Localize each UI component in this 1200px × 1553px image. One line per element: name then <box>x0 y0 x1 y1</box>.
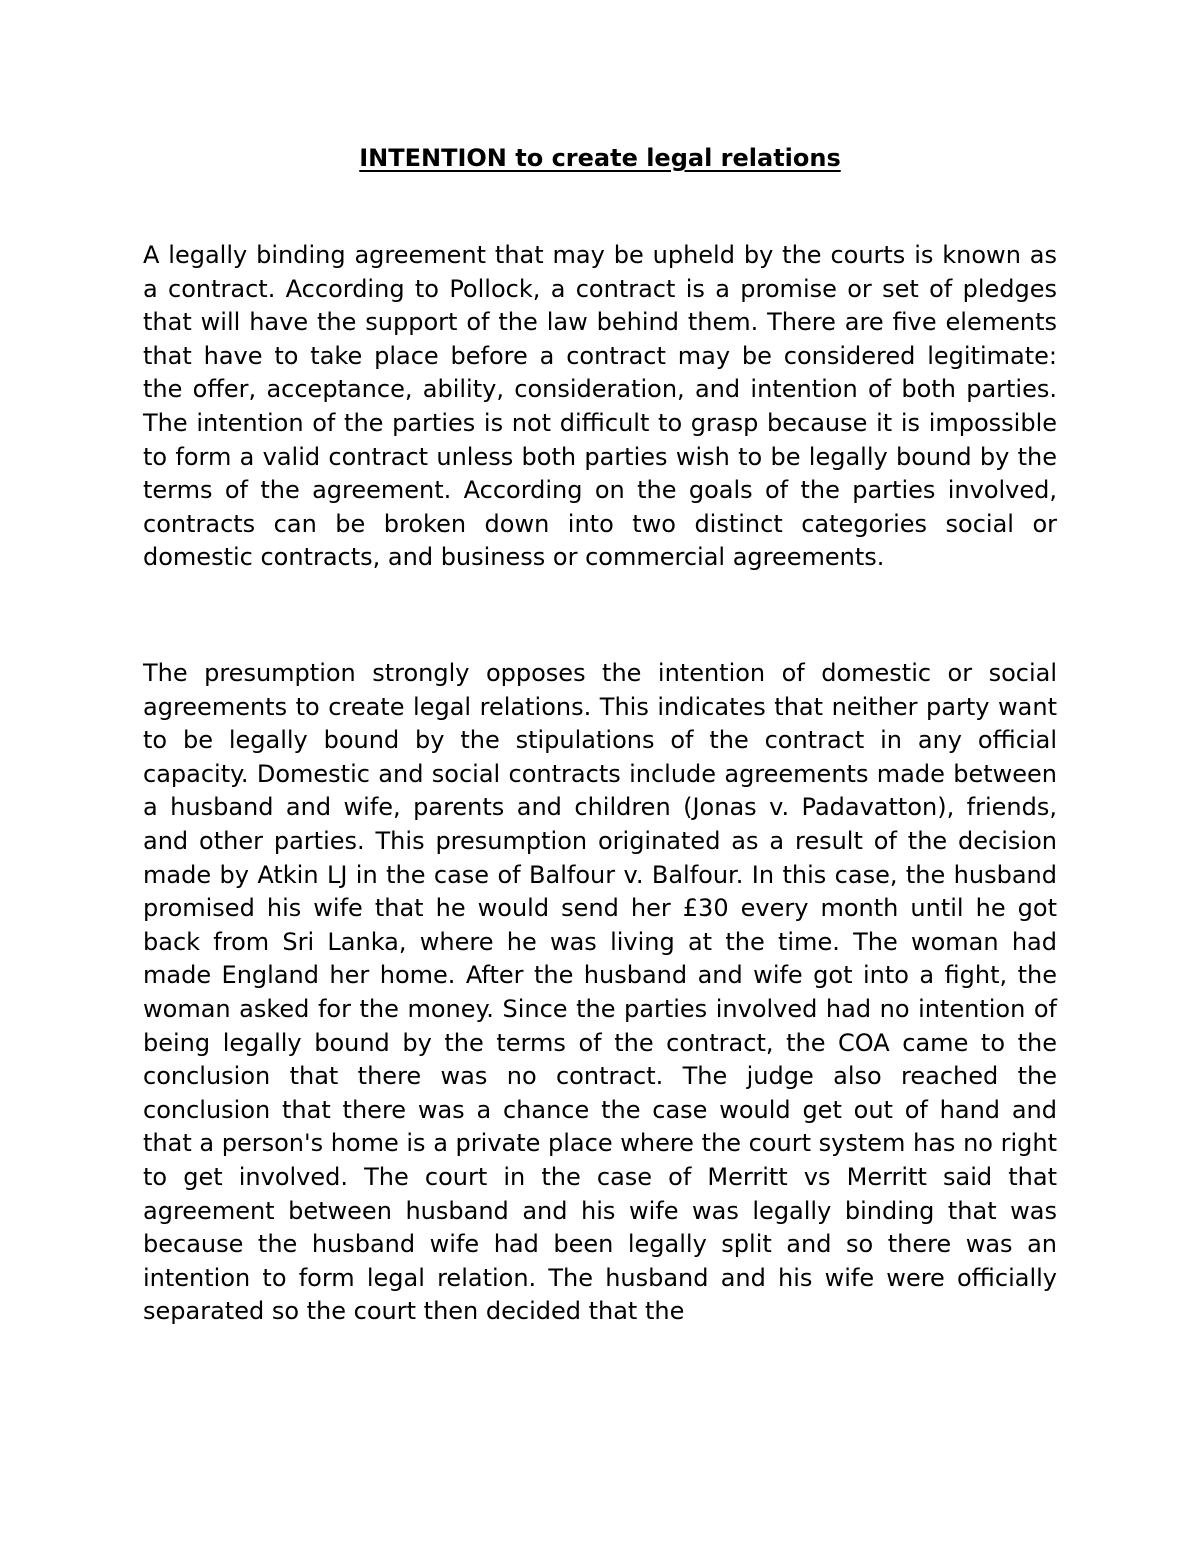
paragraph-2: The presumption strongly opposes the intention of domestic or social agreements to create legal relations. This indicates that neither party want to be legally bound by the stipulations of the contract in any official capacity. Domestic and social contracts include agreements made between a husband and wife, parents and children (Jonas v. Padavatton), friends, and other parties. This presumption originated as a result of the decision made by Atkin LJ in the case of Balfour v. Balfour. In this case, the husband promised his wife that he would send her £30 every month until he got back from Sri Lanka, where he was living at the time. The woman had made England her home. After the husband and wife got into a fight, the woman asked for the money. Since the parties involved had no intention of being legally bound by the terms of the contract, the COA came to the conclusion that there was no contract. The judge also reached the conclusion that there was a chance the case would get out of hand and that a person's home is a private place where the court system has no right to get involved. The court in the case of Merritt vs Merritt said that agreement between husband and his wife was legally binding that was because the husband wife had been legally split and so there was an intention to form legal relation. The husband and his wife were officially separated so the court then decided that the <box>143 659 1057 1326</box>
paragraph-1: A legally binding agreement that may be upheld by the courts is known as a contract. According to Pollock, a contract is a promise or set of pledges that will have the support of the law behind them. There are five elements that have to take place before a contract may be considered legitimate: the offer, acceptance, ability, consideration, and intention of both parties. The intention of the parties is not difficult to grasp because it is impossible to form a valid contract unless both parties wish to be legally bound by the terms of the agreement. According on the goals of the parties involved, contracts can be broken down into two distinct categories social or domestic contracts, and business or commercial agreements. <box>143 241 1057 572</box>
document-title: INTENTION to create legal relations <box>359 144 841 172</box>
